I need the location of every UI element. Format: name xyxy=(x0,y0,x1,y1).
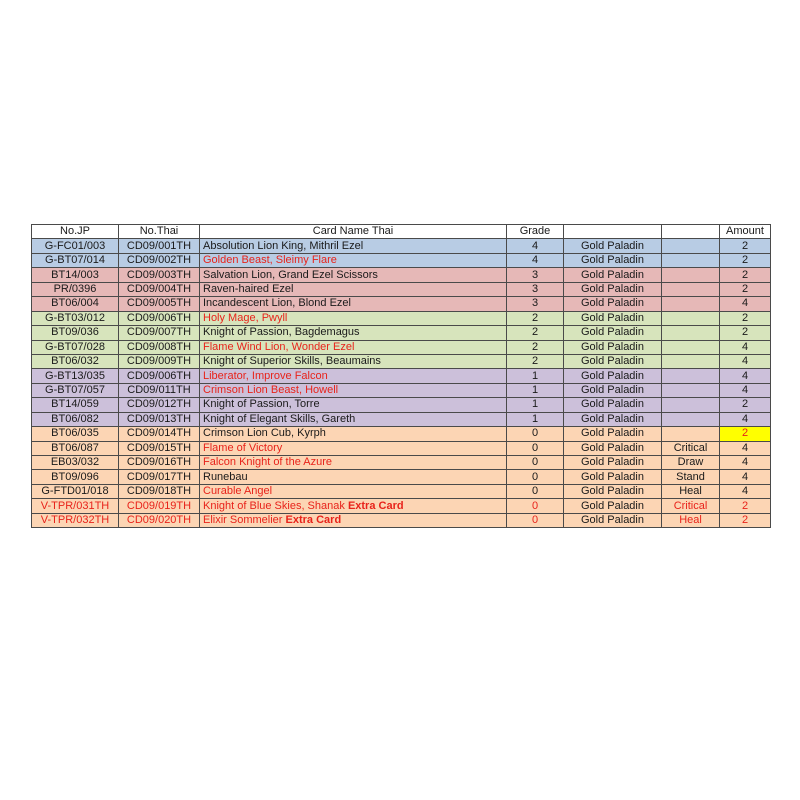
table-row xyxy=(32,427,771,441)
cell-no-thai: CD09/012TH xyxy=(119,398,200,412)
table-row xyxy=(32,398,771,412)
cell-no-jp: V-TPR/031TH xyxy=(32,499,119,513)
cell-grade: 0 xyxy=(507,513,564,527)
cell-card-name xyxy=(200,354,507,368)
cell-grade: 0 xyxy=(507,456,564,470)
table-row xyxy=(32,484,771,498)
cell-trigger xyxy=(662,326,720,340)
card-name-text: Flame of Victory xyxy=(203,441,283,454)
col-header-no-thai: No.Thai xyxy=(119,225,200,239)
header-row xyxy=(32,225,771,239)
cell-no-thai: CD09/006TH xyxy=(119,311,200,325)
cell-trigger xyxy=(662,311,720,325)
cell-card-name xyxy=(200,268,507,282)
cell-amount: 4 xyxy=(720,412,771,426)
table-row xyxy=(32,456,771,470)
cell-grade: 4 xyxy=(507,253,564,267)
cell-card-name xyxy=(200,441,507,455)
card-name-text: Elixir Sommelier xyxy=(203,513,283,526)
cell-no-thai: CD09/001TH xyxy=(119,239,200,253)
cell-no-jp: V-TPR/032TH xyxy=(32,513,119,527)
cell-clan: Gold Paladin xyxy=(564,297,662,311)
cell-trigger xyxy=(662,369,720,383)
table-row xyxy=(32,412,771,426)
cell-amount: 4 xyxy=(720,456,771,470)
extra-card-label: Extra Card xyxy=(285,513,342,526)
cell-no-jp: BT09/036 xyxy=(32,326,119,340)
cell-trigger xyxy=(662,354,720,368)
cell-no-jp: BT06/004 xyxy=(32,297,119,311)
cell-no-thai: CD09/016TH xyxy=(119,456,200,470)
cell-trigger xyxy=(662,412,720,426)
cell-grade: 2 xyxy=(507,340,564,354)
cell-clan: Gold Paladin xyxy=(564,311,662,325)
cell-no-thai: CD09/005TH xyxy=(119,297,200,311)
cell-trigger: Heal xyxy=(662,513,720,527)
cell-clan: Gold Paladin xyxy=(564,412,662,426)
cell-card-name xyxy=(200,326,507,340)
cell-amount: 2 xyxy=(720,239,771,253)
cell-grade: 0 xyxy=(507,441,564,455)
cell-trigger: Critical xyxy=(662,499,720,513)
cell-trigger: Critical xyxy=(662,441,720,455)
cell-clan: Gold Paladin xyxy=(564,441,662,455)
cell-no-jp: BT06/032 xyxy=(32,354,119,368)
cell-clan: Gold Paladin xyxy=(564,340,662,354)
cell-no-thai: CD09/020TH xyxy=(119,513,200,527)
table-row xyxy=(32,513,771,527)
cell-amount: 2 xyxy=(720,268,771,282)
col-header-no-jp: No.JP xyxy=(32,225,119,239)
cell-clan: Gold Paladin xyxy=(564,369,662,383)
cell-card-name xyxy=(200,239,507,253)
cell-card-name xyxy=(200,470,507,484)
cell-no-thai: CD09/009TH xyxy=(119,354,200,368)
col-header-grade: Grade xyxy=(507,225,564,239)
table-row xyxy=(32,326,771,340)
table-row xyxy=(32,268,771,282)
cell-no-jp: G-BT13/035 xyxy=(32,369,119,383)
table-row xyxy=(32,369,771,383)
card-name-text: Liberator, Improve Falcon xyxy=(203,369,328,382)
cell-clan: Gold Paladin xyxy=(564,383,662,397)
cell-grade: 2 xyxy=(507,354,564,368)
table-row xyxy=(32,297,771,311)
cell-grade: 1 xyxy=(507,369,564,383)
cell-card-name xyxy=(200,297,507,311)
cell-no-thai: CD09/013TH xyxy=(119,412,200,426)
cell-clan: Gold Paladin xyxy=(564,326,662,340)
cell-card-name xyxy=(200,398,507,412)
table-row xyxy=(32,340,771,354)
cell-trigger: Heal xyxy=(662,484,720,498)
col-header-clan xyxy=(564,225,662,239)
cell-no-thai: CD09/004TH xyxy=(119,282,200,296)
cell-no-jp: BT09/096 xyxy=(32,470,119,484)
cell-no-thai: CD09/014TH xyxy=(119,427,200,441)
cell-amount: 2 xyxy=(720,398,771,412)
extra-card-label: Extra Card xyxy=(347,499,404,512)
card-name-text: Falcon Knight of the Azure xyxy=(203,456,333,469)
cell-grade: 4 xyxy=(507,239,564,253)
card-name-text: Salvation Lion, Grand Ezel Scissors xyxy=(203,268,378,281)
cell-no-thai: CD09/007TH xyxy=(119,326,200,340)
cell-card-name xyxy=(200,427,507,441)
cell-grade: 3 xyxy=(507,297,564,311)
cell-clan: Gold Paladin xyxy=(564,513,662,527)
cell-no-jp: BT06/087 xyxy=(32,441,119,455)
cell-amount: 4 xyxy=(720,297,771,311)
card-name-text: Holy Mage, Pwyll xyxy=(203,311,288,324)
cell-card-name xyxy=(200,513,507,527)
card-name-text: Crimson Lion Cub, Kyrph xyxy=(203,427,326,440)
cell-card-name xyxy=(200,253,507,267)
cell-no-jp: G-BT07/014 xyxy=(32,253,119,267)
cell-clan: Gold Paladin xyxy=(564,456,662,470)
cell-no-jp: EB03/032 xyxy=(32,456,119,470)
cell-no-jp: BT06/082 xyxy=(32,412,119,426)
table-row xyxy=(32,441,771,455)
table-row xyxy=(32,499,771,513)
table-row xyxy=(32,253,771,267)
cell-grade: 0 xyxy=(507,484,564,498)
card-name-text: Incandescent Lion, Blond Ezel xyxy=(203,297,351,310)
cell-amount: 4 xyxy=(720,470,771,484)
cell-amount: 4 xyxy=(720,383,771,397)
table-row xyxy=(32,354,771,368)
cell-amount: 4 xyxy=(720,340,771,354)
cell-card-name xyxy=(200,369,507,383)
cell-grade: 3 xyxy=(507,282,564,296)
cell-grade: 0 xyxy=(507,470,564,484)
cell-grade: 0 xyxy=(507,427,564,441)
card-list-table xyxy=(31,224,771,528)
cell-trigger: Draw xyxy=(662,456,720,470)
cell-amount: 2 xyxy=(720,311,771,325)
cell-grade: 2 xyxy=(507,311,564,325)
cell-amount: 2 xyxy=(720,499,771,513)
cell-clan: Gold Paladin xyxy=(564,427,662,441)
cell-clan: Gold Paladin xyxy=(564,354,662,368)
cell-no-jp: G-FTD01/018 xyxy=(32,484,119,498)
card-name-text: Knight of Passion, Torre xyxy=(203,398,320,411)
cell-clan: Gold Paladin xyxy=(564,470,662,484)
cell-card-name xyxy=(200,412,507,426)
cell-grade: 1 xyxy=(507,398,564,412)
cell-clan: Gold Paladin xyxy=(564,282,662,296)
cell-card-name xyxy=(200,383,507,397)
card-name-text: Runebau xyxy=(203,470,248,483)
cell-amount: 4 xyxy=(720,484,771,498)
cell-no-jp: G-BT07/057 xyxy=(32,383,119,397)
cell-amount: 4 xyxy=(720,369,771,383)
cell-amount: 2 xyxy=(720,427,771,441)
card-name-text: Flame Wind Lion, Wonder Ezel xyxy=(203,340,355,353)
card-name-text: Knight of Elegant Skills, Gareth xyxy=(203,412,356,425)
card-name-text: Crimson Lion Beast, Howell xyxy=(203,384,339,397)
cell-no-jp: BT14/059 xyxy=(32,398,119,412)
cell-grade: 2 xyxy=(507,326,564,340)
table-row xyxy=(32,282,771,296)
cell-no-thai: CD09/002TH xyxy=(119,253,200,267)
cell-card-name xyxy=(200,282,507,296)
cell-amount: 2 xyxy=(720,326,771,340)
table-row xyxy=(32,383,771,397)
cell-no-jp: G-BT03/012 xyxy=(32,311,119,325)
cell-card-name xyxy=(200,311,507,325)
cell-trigger xyxy=(662,340,720,354)
cell-amount: 4 xyxy=(720,441,771,455)
cell-grade: 0 xyxy=(507,499,564,513)
cell-amount: 2 xyxy=(720,253,771,267)
cell-grade: 1 xyxy=(507,383,564,397)
col-header-trigger xyxy=(662,225,720,239)
cell-card-name xyxy=(200,499,507,513)
cell-clan: Gold Paladin xyxy=(564,253,662,267)
cell-no-thai: CD09/011TH xyxy=(119,383,200,397)
cell-amount: 2 xyxy=(720,282,771,296)
cell-no-jp: BT14/003 xyxy=(32,268,119,282)
cell-trigger xyxy=(662,297,720,311)
cell-no-jp: PR/0396 xyxy=(32,282,119,296)
cell-clan: Gold Paladin xyxy=(564,268,662,282)
cell-no-jp: G-BT07/028 xyxy=(32,340,119,354)
cell-trigger xyxy=(662,398,720,412)
cell-trigger: Stand xyxy=(662,470,720,484)
card-name-text: Raven-haired Ezel xyxy=(203,282,294,295)
cell-amount: 2 xyxy=(720,513,771,527)
cell-no-thai: CD09/019TH xyxy=(119,499,200,513)
cell-no-thai: CD09/017TH xyxy=(119,470,200,484)
cell-clan: Gold Paladin xyxy=(564,239,662,253)
cell-trigger xyxy=(662,268,720,282)
cell-card-name xyxy=(200,456,507,470)
cell-no-thai: CD09/008TH xyxy=(119,340,200,354)
card-name-text: Knight of Passion, Bagdemagus xyxy=(203,326,360,339)
card-name-text: Absolution Lion King, Mithril Ezel xyxy=(203,239,364,252)
cell-trigger xyxy=(662,383,720,397)
cell-amount: 4 xyxy=(720,354,771,368)
cell-grade: 1 xyxy=(507,412,564,426)
cell-no-jp: G-FC01/003 xyxy=(32,239,119,253)
card-name-text: Curable Angel xyxy=(203,485,273,498)
cell-card-name xyxy=(200,484,507,498)
card-name-text: Knight of Blue Skies, Shanak xyxy=(203,499,345,512)
cell-grade: 3 xyxy=(507,268,564,282)
cell-clan: Gold Paladin xyxy=(564,484,662,498)
table-row xyxy=(32,311,771,325)
cell-trigger xyxy=(662,427,720,441)
cell-trigger xyxy=(662,282,720,296)
cell-trigger xyxy=(662,239,720,253)
cell-trigger xyxy=(662,253,720,267)
cell-no-thai: CD09/006TH xyxy=(119,369,200,383)
table-row xyxy=(32,239,771,253)
cell-no-thai: CD09/003TH xyxy=(119,268,200,282)
cell-no-thai: CD09/015TH xyxy=(119,441,200,455)
cell-card-name xyxy=(200,340,507,354)
cell-no-thai: CD09/018TH xyxy=(119,484,200,498)
card-name-text: Golden Beast, Sleimy Flare xyxy=(203,254,337,267)
cell-clan: Gold Paladin xyxy=(564,398,662,412)
cell-clan: Gold Paladin xyxy=(564,499,662,513)
col-header-card-name: Card Name Thai xyxy=(200,225,507,239)
cell-no-jp: BT06/035 xyxy=(32,427,119,441)
col-header-amount: Amount xyxy=(720,225,771,239)
card-name-text: Knight of Superior Skills, Beaumains xyxy=(203,355,381,368)
table-row xyxy=(32,470,771,484)
